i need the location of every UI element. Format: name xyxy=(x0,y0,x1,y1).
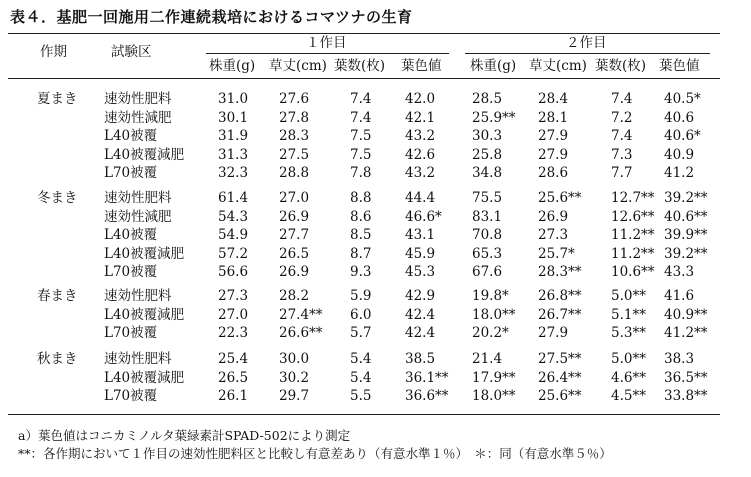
table-cell: 25.4 xyxy=(218,351,249,367)
header-bottom-rule xyxy=(8,78,720,79)
table-cell: 28.1 xyxy=(538,109,569,126)
table-cell: 12.7** xyxy=(611,190,655,206)
table-cell: 8.6 xyxy=(350,208,372,225)
table-cell: 5.9 xyxy=(350,288,372,304)
table-cell: 27.4** xyxy=(279,306,323,323)
table-cell: 38.3 xyxy=(664,351,695,367)
header-c1-height: 草丈(cm) xyxy=(269,58,327,74)
table-cell: 4.6** xyxy=(611,369,646,386)
table-cell: 7.5 xyxy=(350,128,372,144)
table-cell: 40.6* xyxy=(664,128,701,144)
table-cell: 28.3 xyxy=(279,128,310,144)
table-cell: 26.9 xyxy=(279,208,310,225)
table-cell: 39.2** xyxy=(664,190,708,206)
table-cell: 19.8* xyxy=(472,288,509,304)
table-cell: 42.9 xyxy=(405,288,436,304)
table-cell: 26.9 xyxy=(538,208,569,225)
crop1-header-rule xyxy=(206,53,449,54)
plot-label: L70被覆 xyxy=(104,264,158,280)
header-c2-leaves: 葉数(枚) xyxy=(595,58,647,74)
header-c2-color: 葉色値 xyxy=(659,58,700,74)
table-cell: 46.6* xyxy=(405,208,442,225)
table-cell: 39.9** xyxy=(664,227,708,243)
table-cell: 27.9 xyxy=(538,128,569,144)
table-cell: 7.4 xyxy=(611,128,633,144)
table-cell: 7.7 xyxy=(611,165,633,181)
table-cell: 42.6 xyxy=(405,146,436,163)
table-cell: 9.3 xyxy=(350,264,372,280)
table-cell: 25.9** xyxy=(472,109,516,126)
table-cell: 26.6** xyxy=(279,325,323,341)
header-c1-weight: 株重(g) xyxy=(209,58,256,74)
table-cell: 5.4 xyxy=(350,351,372,367)
footnote-a: a）葉色値はコニカミノルタ葉緑素計SPAD-502により測定 xyxy=(18,428,351,443)
table-cell: 54.3 xyxy=(218,208,249,225)
table-cell: 33.8** xyxy=(664,388,708,404)
header-c2-weight: 株重(g) xyxy=(470,58,517,74)
table-cell: 6.0 xyxy=(350,306,372,323)
table-cell: 5.4 xyxy=(350,369,372,386)
table-cell: 42.4 xyxy=(405,325,436,341)
table-cell: 30.0 xyxy=(279,351,310,367)
header-c1-leaves: 葉数(枚) xyxy=(334,58,386,74)
plot-label: L40被覆 xyxy=(104,128,158,144)
period-label: 冬まき xyxy=(37,190,78,206)
table-cell: 41.6 xyxy=(664,288,695,304)
table-cell: 28.8 xyxy=(279,165,310,181)
table-cell: 26.9 xyxy=(279,264,310,280)
table-cell: 5.5 xyxy=(350,388,372,404)
table-cell: 54.9 xyxy=(218,227,249,243)
table-cell: 7.5 xyxy=(350,146,372,163)
table-cell: 28.5 xyxy=(472,91,503,107)
table-cell: 27.8 xyxy=(279,109,310,126)
top-rule xyxy=(8,33,720,34)
table-cell: 21.4 xyxy=(472,351,503,367)
period-label: 春まき xyxy=(37,288,78,304)
plot-label: 速効性減肥 xyxy=(104,208,172,225)
table-cell: 27.0 xyxy=(279,190,310,206)
table-cell: 11.2** xyxy=(611,245,655,262)
table-cell: 75.5 xyxy=(472,190,503,206)
table-cell: 67.6 xyxy=(472,264,503,280)
table-cell: 42.1 xyxy=(405,109,436,126)
table-cell: 27.5 xyxy=(279,146,310,163)
table-cell: 40.5* xyxy=(664,91,701,107)
table-cell: 70.8 xyxy=(472,227,503,243)
table-cell: 26.7** xyxy=(538,306,582,323)
plot-label: L40被覆減肥 xyxy=(104,369,185,386)
header-c1-color: 葉色値 xyxy=(401,58,442,74)
table-cell: 5.7 xyxy=(350,325,372,341)
table-cell: 26.1 xyxy=(218,388,249,404)
table-cell: 28.2 xyxy=(279,288,310,304)
plot-label: L40被覆減肥 xyxy=(104,146,185,163)
table-cell: 8.5 xyxy=(350,227,372,243)
table-cell: 44.4 xyxy=(405,190,436,206)
table-cell: 42.0 xyxy=(405,91,436,107)
table-cell: 38.5 xyxy=(405,351,436,367)
table-cell: 27.6 xyxy=(279,91,310,107)
table-cell: 65.3 xyxy=(472,245,503,262)
table-cell: 31.3 xyxy=(218,146,249,163)
table-cell: 5.0** xyxy=(611,351,646,367)
table-cell: 36.5** xyxy=(664,369,708,386)
table-cell: 12.6** xyxy=(611,208,655,225)
table-cell: 25.8 xyxy=(472,146,503,163)
table-cell: 22.3 xyxy=(218,325,249,341)
table-cell: 18.0** xyxy=(472,306,516,323)
table-cell: 28.4 xyxy=(538,91,569,107)
table-cell: 5.1** xyxy=(611,306,646,323)
table-cell: 25.6** xyxy=(538,388,582,404)
plot-label: 速効性肥料 xyxy=(104,351,172,367)
table-cell: 40.6** xyxy=(664,208,708,225)
plot-label: 速効性肥料 xyxy=(104,190,172,206)
table-cell: 30.3 xyxy=(472,128,503,144)
table-cell: 10.6** xyxy=(611,264,655,280)
table-cell: 7.4 xyxy=(350,109,372,126)
table-cell: 39.2** xyxy=(664,245,708,262)
plot-label: L40被覆減肥 xyxy=(104,245,185,262)
table-cell: 41.2 xyxy=(664,165,695,181)
period-label: 秋まき xyxy=(37,351,78,367)
table-cell: 7.4 xyxy=(611,91,633,107)
table-cell: 27.7 xyxy=(279,227,310,243)
crop2-header-rule xyxy=(465,53,710,54)
table-cell: 83.1 xyxy=(472,208,503,225)
table-cell: 61.4 xyxy=(218,190,249,206)
table-title: 表４．基肥一回施用二作連続栽培におけるコマツナの生育 xyxy=(10,8,413,26)
table-cell: 40.9 xyxy=(664,146,695,163)
table-cell: 40.9** xyxy=(664,306,708,323)
table-cell: 36.6** xyxy=(405,388,449,404)
table-cell: 40.6 xyxy=(664,109,695,126)
table-cell: 8.8 xyxy=(350,190,372,206)
header-c2-height: 草丈(cm) xyxy=(529,58,587,74)
header-period: 作期 xyxy=(40,44,67,60)
table-cell: 45.3 xyxy=(405,264,436,280)
table-cell: 27.9 xyxy=(538,325,569,341)
table-cell: 36.1** xyxy=(405,369,449,386)
table-cell: 56.6 xyxy=(218,264,249,280)
table-cell: 31.9 xyxy=(218,128,249,144)
table-cell: 7.4 xyxy=(350,91,372,107)
table-cell: 43.2 xyxy=(405,128,436,144)
table-cell: 27.3 xyxy=(218,288,249,304)
table-cell: 17.9** xyxy=(472,369,516,386)
table-cell: 43.3 xyxy=(664,264,695,280)
header-plot: 試験区 xyxy=(111,44,152,60)
period-label: 夏まき xyxy=(37,91,78,107)
plot-label: 速効性肥料 xyxy=(104,91,172,107)
table-cell: 31.0 xyxy=(218,91,249,107)
plot-label: 速効性肥料 xyxy=(104,288,172,304)
table-cell: 26.5 xyxy=(279,245,310,262)
table-cell: 25.7* xyxy=(538,245,575,262)
table-cell: 27.5** xyxy=(538,351,582,367)
header-crop2: ２作目 xyxy=(566,35,607,51)
plot-label: L40被覆減肥 xyxy=(104,306,185,323)
plot-label: L70被覆 xyxy=(104,325,158,341)
plot-label: L40被覆 xyxy=(104,227,158,243)
table-cell: 25.6** xyxy=(538,190,582,206)
table-cell: 29.7 xyxy=(279,388,310,404)
table-cell: 30.2 xyxy=(279,369,310,386)
table-cell: 27.0 xyxy=(218,306,249,323)
plot-label: L70被覆 xyxy=(104,388,158,404)
table-cell: 26.5 xyxy=(218,369,249,386)
table-cell: 18.0** xyxy=(472,388,516,404)
table-cell: 26.4** xyxy=(538,369,582,386)
table-cell: 45.9 xyxy=(405,245,436,262)
table-cell: 7.2 xyxy=(611,109,633,126)
table-cell: 20.2* xyxy=(472,325,509,341)
table-cell: 28.6 xyxy=(538,165,569,181)
table-cell: 26.8** xyxy=(538,288,582,304)
table-cell: 43.1 xyxy=(405,227,436,243)
header-crop1: １作目 xyxy=(306,35,347,51)
table-cell: 28.3** xyxy=(538,264,582,280)
table-cell: 42.4 xyxy=(405,306,436,323)
table-cell: 30.1 xyxy=(218,109,249,126)
table-cell: 32.3 xyxy=(218,165,249,181)
plot-label: 速効性減肥 xyxy=(104,109,172,126)
table-cell: 11.2** xyxy=(611,227,655,243)
table-cell: 43.2 xyxy=(405,165,436,181)
footnote-significance: **：各作期において１作目の速効性肥料区と比較し有意差あり（有意水準１％） ＊：同（有意水準５％） xyxy=(18,446,612,461)
table-cell: 7.3 xyxy=(611,146,633,163)
table-cell: 8.7 xyxy=(350,245,372,262)
table-cell: 5.0** xyxy=(611,288,646,304)
table-cell: 41.2** xyxy=(664,325,708,341)
table-cell: 4.5** xyxy=(611,388,646,404)
table-cell: 57.2 xyxy=(218,245,249,262)
bottom-rule xyxy=(8,414,720,415)
table-cell: 7.8 xyxy=(350,165,372,181)
table-cell: 27.3 xyxy=(538,227,569,243)
table-cell: 34.8 xyxy=(472,165,503,181)
table-cell: 27.9 xyxy=(538,146,569,163)
table-cell: 5.3** xyxy=(611,325,646,341)
plot-label: L70被覆 xyxy=(104,165,158,181)
